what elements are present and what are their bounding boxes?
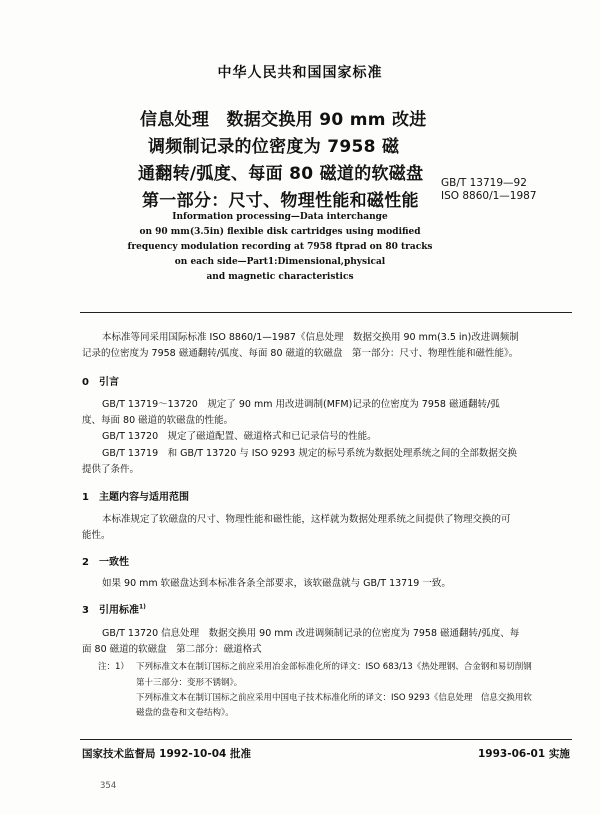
note-line: 磁盘的盘卷和文卷结构》。 — [136, 708, 234, 718]
section-1-paragraph-line: 本标准规定了软磁盘的尺寸、物理性能和磁性能，这样就为数据处理系统之间提供了物理交换的可 — [102, 514, 511, 525]
note-line: 第十三部分：变形不锈钢》。 — [136, 678, 243, 688]
title-line-2: 调频制记录的位密度为 7958 磁 — [148, 137, 400, 157]
english-title-line: on 90 mm(3.5in) flexible disk cartridges using modified — [139, 227, 421, 237]
header-divider — [80, 312, 572, 313]
title-line-4: 第一部分：尺寸、物理性能和磁性能 — [142, 191, 419, 211]
footer-divider — [80, 739, 572, 740]
title-line-3: 通翻转/弧度、每面 80 磁道的软磁盘 — [138, 164, 424, 184]
english-title-line: Information processing—Data interchange — [172, 212, 388, 222]
note-label: 注：1） — [98, 662, 129, 672]
page-number: 354 — [100, 781, 117, 791]
title-line-1: 信息处理 数据交换用 90 mm 改进 — [140, 110, 427, 130]
footnote-marker: 1) — [138, 603, 146, 611]
section-2-paragraph: 如果 90 mm 软磁盘达到本标准各条全部要求，该软磁盘就与 GB/T 13719 一致。 — [102, 578, 451, 589]
section-3-paragraph-line: 面 80 磁道的软磁盘 第二部分：磁道格式 — [82, 644, 262, 655]
section-0-paragraph-line: 度、每面 80 磁道的软磁盘的性能。 — [82, 415, 234, 426]
section-3-heading-text: 3 引用标准 — [82, 605, 139, 616]
english-title-line: frequency modulation recording at 7958 ftprad on 80 tracks — [127, 242, 433, 252]
note-line: 下列标准文本在制订国标之前应采用冶金部标准化所的译文：ISO 683/13《热处理钢、合金钢和易切削钢 — [136, 662, 532, 672]
note-line: 下列标准文本在制订国标之前应采用中国电子技术标准化所的译文：ISO 9293《信息处理 信息交换用软 — [136, 693, 532, 703]
section-3-paragraph-line: GB/T 13720 信息处理 数据交换用 90 mm 改进调频制记录的位密度为 7958 磁通翻转/弧度、每 — [102, 628, 520, 639]
approval-date: 国家技术监督局 1992-10-04 批准 — [82, 748, 251, 760]
section-0-paragraph-line: GB/T 13720 规定了磁道配置、磁道格式和已记录信号的性能。 — [102, 431, 377, 442]
section-0-paragraph-line: GB/T 13719～13720 规定了 90 mm 用改进调制(MFM)记录的位密度为 7958 磁通翻转/弧 — [102, 399, 500, 410]
section-0-heading: 0 引言 — [82, 377, 119, 388]
english-title-line: and magnetic characteristics — [206, 272, 354, 282]
english-title-line: on each side—Part1:Dimensional,physical — [174, 257, 386, 267]
intro-paragraph-line: 记录的位密度为 7958 磁通翻转/弧度、每面 80 磁道的软磁盘 第一部分：尺寸、物理性能和磁性能》。 — [82, 348, 519, 359]
intro-paragraph-line: 本标准等同采用国际标准 ISO 8860/1—1987《信息处理 数据交换用 90 mm(3.5 in)改进调频制 — [102, 332, 519, 343]
section-2-heading: 2 一致性 — [82, 557, 129, 568]
section-1-paragraph-line: 能性。 — [82, 530, 111, 541]
national-standard-header: 中华人民共和国国家标准 — [217, 65, 383, 81]
implementation-date: 1993-06-01 实施 — [478, 748, 570, 760]
gb-standard-number: GB/T 13719—92 — [441, 177, 527, 189]
section-1-heading: 1 主题内容与适用范围 — [82, 492, 189, 503]
section-3-heading — [82, 601, 146, 616]
section-0-paragraph-line: GB/T 13719 和 GB/T 13720 与 ISO 9293 规定的标号系统为数据处理系统之间的全部数据交换 — [102, 448, 517, 459]
section-0-paragraph-line: 提供了条件。 — [82, 464, 140, 475]
iso-standard-number: ISO 8860/1—1987 — [441, 190, 537, 202]
